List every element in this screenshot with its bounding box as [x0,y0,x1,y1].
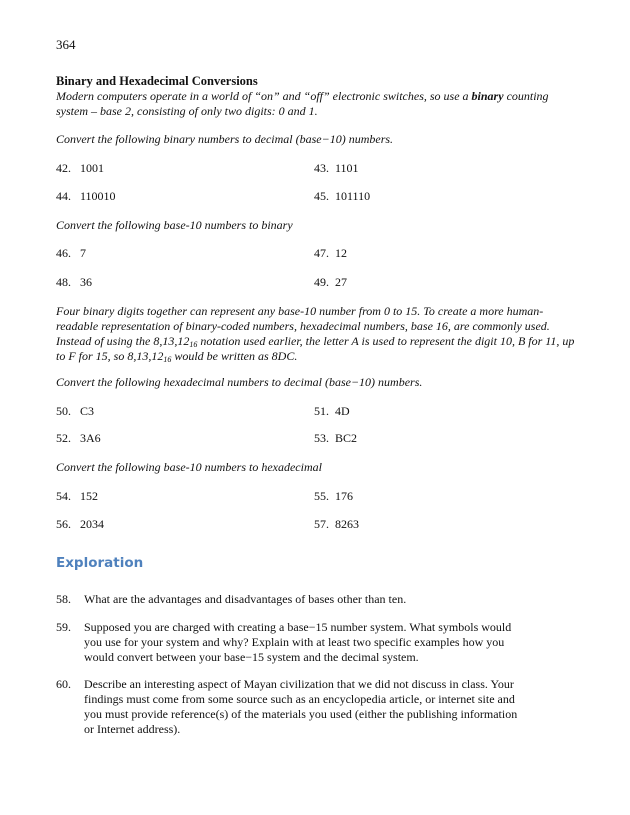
problem-number: 56. [56,517,71,531]
problem-item [56,189,116,204]
hex-text-3: would be written as 8DC. [171,349,298,363]
problem-value: 1001 [80,161,104,175]
instruction-bin-to-dec: Convert the following binary numbers to decimal (base−10) numbers. [56,132,394,146]
problem-item [314,404,350,419]
problem-number: 48. [56,275,71,289]
question-number: 60. [56,677,71,691]
problem-value: 152 [80,489,98,503]
problem-value: 36 [80,275,92,289]
problem-item [314,246,347,261]
problem-item [56,431,101,446]
problem-item [56,246,86,261]
exploration-heading: Exploration [56,555,144,571]
problem-item [314,431,357,446]
problem-item [314,275,347,290]
hexadecimal-paragraph [56,304,576,364]
question-number: 58. [56,592,71,606]
problem-value: 8263 [335,517,359,531]
problem-value: C3 [80,404,95,418]
intro-text-2: counting system – base 2, consisting of only two digits: 0 and 1. [56,89,549,118]
problem-number: 53. [314,431,329,445]
intro-paragraph [56,89,576,119]
question-text: Describe an interesting aspect of Mayan civilization that we did not discuss in class. Your findings must come from some source such as an encyclopedia article, or internet site and you must provide reference(s) of the materials you used (either the publishing information or Internet address). [84,677,518,736]
problem-value: 12 [335,246,347,260]
problem-value: 1101 [335,161,359,175]
question-text: What are the advantages and disadvantages of bases other than ten. [84,592,407,606]
problem-item [314,517,359,532]
problem-number: 54. [56,489,71,503]
section-title: Binary and Hexadecimal Conversions [56,74,258,88]
problem-value: 27 [335,275,347,289]
problem-number: 55. [314,489,329,503]
problem-item [314,161,359,176]
problem-value: 101110 [335,189,371,203]
hex-subscript-1: 16 [189,340,198,349]
problem-number: 57. [314,517,329,531]
problem-number: 47. [314,246,329,260]
problem-number: 46. [56,246,71,260]
problem-number: 42. [56,161,71,175]
problem-item [56,489,98,504]
problem-item [56,404,94,419]
problem-value: 7 [80,246,86,260]
problem-number: 52. [56,431,71,445]
hex-text-2: notation used earlier, the letter A is used to represent the digit 10, B for 11, up to F for 15, so 8,13,12 [56,334,575,363]
question-number: 59. [56,620,71,634]
problem-number: 44. [56,189,71,203]
problem-number: 49. [314,275,329,289]
problem-item [56,161,104,176]
instruction-dec-to-bin: Convert the following base-10 numbers to binary [56,218,293,232]
problem-number: 45. [314,189,329,203]
problem-number: 43. [314,161,329,175]
problem-value: BC2 [335,431,358,445]
question-text: Supposed you are charged with creating a base−15 number system. What symbols would you use for your system and why? Explain with at least two specific examples how you would convert between your base−15 system and the decimal system. [84,620,512,664]
problem-item [314,189,370,204]
instruction-hex-to-dec: Convert the following hexadecimal numbers to decimal (base−10) numbers. [56,375,423,389]
hex-subscript-2: 16 [163,355,172,364]
page-number: 364 [56,37,76,52]
instruction-dec-to-hex: Convert the following base-10 numbers to hexadecimal [56,460,322,474]
problem-item [56,517,104,532]
problem-value: 3A6 [80,431,101,445]
intro-text-1: Modern computers operate in a world of “on” and “off” electronic switches, so use a [56,89,472,103]
problem-item [56,275,92,290]
problem-number: 50. [56,404,71,418]
problem-item [314,489,353,504]
problem-number: 51. [314,404,329,418]
problem-value: 110010 [80,189,116,203]
intro-bold-word: binary [471,89,504,103]
problem-value: 4D [335,404,350,418]
hex-text-1: Four binary digits together can represent any base-10 number from 0 to 15. To create a more human-readable representation of binary-coded numbers, hexadecimal numbers, base 16, are commonly used. Instead of using the 8,13,12 [56,304,550,348]
problem-value: 2034 [80,517,104,531]
problem-value: 176 [335,489,353,503]
